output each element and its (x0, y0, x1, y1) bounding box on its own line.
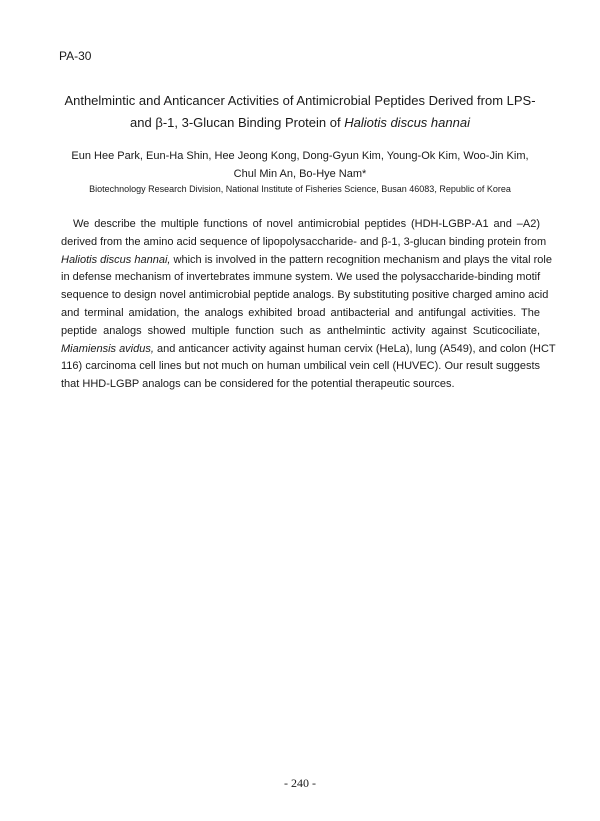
author-list (40, 147, 560, 183)
abstract-line: 116) carcinoma cell lines but not much on human umbilical vein cell (HUVEC). Our result suggests (61, 360, 540, 373)
abstract-body (61, 216, 556, 394)
paper-title (40, 90, 560, 134)
abstract-line: peptide analogs showed multiple function such as anthelmintic activity against Scuticociliate, (61, 324, 540, 337)
abstract-line-text: which is involved in the pattern recognition mechanism and plays the vital role (170, 253, 552, 266)
abstract-id: PA-30 (59, 49, 92, 63)
species-name: Haliotis discus hannai, (61, 253, 171, 266)
abstract-line: derived from the amino acid sequence of lipopolysaccharide- and β-1, 3-glucan binding protein from (61, 235, 547, 248)
affiliation: Biotechnology Research Division, National Institute of Fisheries Science, Busan 46083, Republic of Korea (89, 184, 511, 194)
title-line-2 (40, 112, 560, 134)
species-name: Miamiensis avidus, (61, 342, 154, 355)
page-number: - 240 - (284, 776, 316, 790)
abstract-line: sequence to design novel antimicrobial peptide analogs. By substituting positive charged amino acid (61, 289, 549, 302)
abstract-line: that HHD-LGBP analogs can be considered for the potential therapeutic sources. (61, 378, 455, 391)
abstract-line-text: and anticancer activity against human cervix (HeLa), lung (A549), and colon (HCT (153, 342, 556, 355)
authors-line-1: Eun Hee Park, Eun-Ha Shin, Hee Jeong Kong, Dong-Gyun Kim, Young-Ok Kim, Woo-Jin Kim, (71, 150, 529, 162)
authors-line-2: Chul Min An, Bo-Hye Nam* (233, 168, 367, 180)
title-species-name: Haliotis discus hannai (344, 115, 470, 130)
abstract-line (61, 252, 552, 270)
abstract-line: We describe the multiple functions of novel antimicrobial peptides (HDH-LGBP-A1 and –A2) (73, 218, 540, 230)
title-line-1: Anthelmintic and Anticancer Activities of Antimicrobial Peptides Derived from LPS- (64, 93, 536, 108)
abstract-line: and terminal amidation, the analogs exhibited broad antibacterial and antifungal activities. The (61, 306, 540, 319)
title-line-2-text: and β-1, 3-Glucan Binding Protein of (130, 115, 345, 130)
abstract-line: in defense mechanism of invertebrates immune system. We used the polysaccharide-binding motif (61, 271, 541, 284)
abstract-line (61, 341, 556, 359)
